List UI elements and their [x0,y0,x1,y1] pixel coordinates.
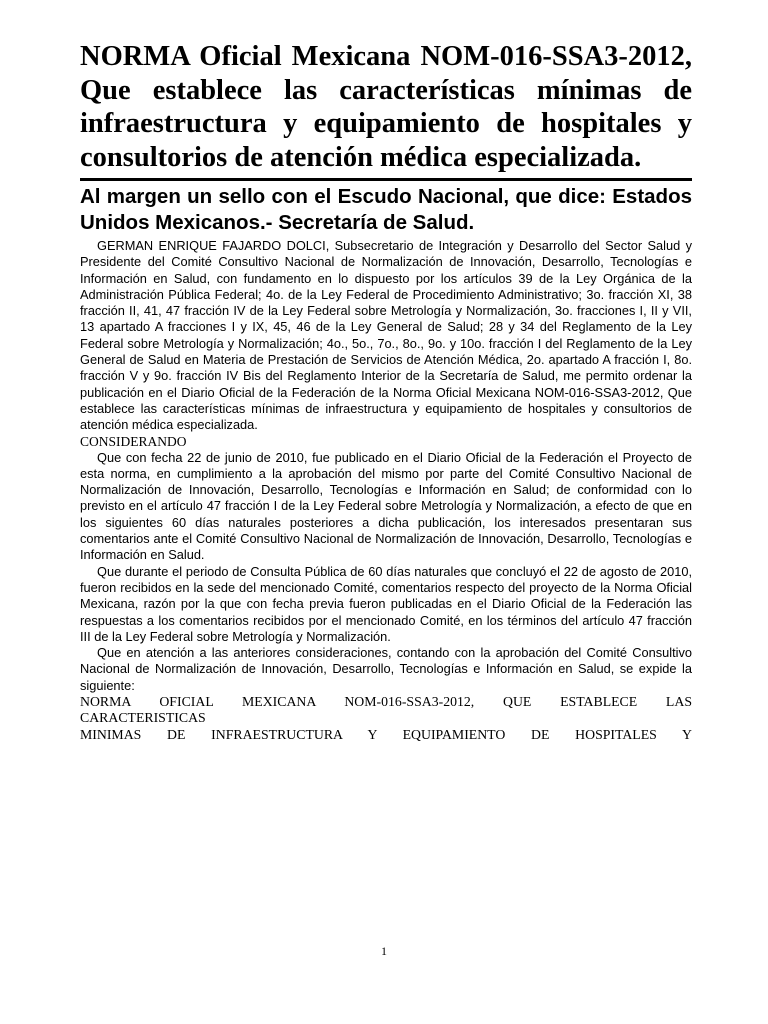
norma-heading-line-2: CARACTERISTICAS [80,710,206,726]
norma-heading-line-1: NORMA OFICIAL MEXICANA NOM-016-SSA3-2012, QUE ESTABLECE LAS [80,694,692,710]
document-subtitle: Al margen un sello con el Escudo Nacional, que dice: Estados Unidos Mexicanos.- Secretaría de Salud. [80,185,692,234]
considerando-heading: CONSIDERANDO [80,433,187,449]
page-number: 1 [381,944,387,958]
paragraph-intro: GERMAN ENRIQUE FAJARDO DOLCI, Subsecretario de Integración y Desarrollo del Sector Salud y Presidente del Comité Consultivo Nacional de Normalización de Innovación, Desarrollo, Tecnologías e Información en Salud, con fundamento en lo dispuesto por los artículos 39 de la Ley Orgánica de la Administración Pública Federal; 4o. de la Ley Federal de Procedimiento Administrativo; 3o. fracción XI, 38 fracción II, 41, 47 fracción IV de la Ley Federal sobre Metrología y Normalización, 3o. fracciones I, II y VII, 13 apartado A fracciones I y IX, 45, 46 de la Ley General de Salud; 28 y 34 del Reglamento de la Ley Federal sobre Metrología y Normalización; 4o., 5o., 7o., 8o., 9o. y 10o. fracción I del Reglamento de la Ley General de Salud en Materia de Prestación de Servicios de Atención Médica, 2o. apartado A fracción I, 8o. fracción V y 9o. fracción IV Bis del Reglamento Interior de la Secretaría de Salud, me permito ordenar la publicación en el Diario Oficial de la Federación de la Norma Oficial Mexicana NOM-016-SSA3-2012, Que establece las características mínimas de infraestructura y equipamiento de hospitales y consultorios de atención médica especializada. [80,238,692,433]
document-page [80,40,692,743]
document-title: NORMA Oficial Mexicana NOM-016-SSA3-2012, Que establece las características mínimas de infraestructura y equipamiento de hospitales y consultorios de atención médica especializada. [80,40,692,181]
norma-heading-line-3: MINIMAS DE INFRAESTRUCTURA Y EQUIPAMIENTO DE HOSPITALES Y [80,726,692,742]
paragraph-considerando-1: Que con fecha 22 de junio de 2010, fue publicado en el Diario Oficial de la Federación el Proyecto de esta norma, en cumplimiento a la aprobación del mismo por parte del Comité Consultivo Nacional de Normalización de Innovación, Desarrollo, Tecnologías e Información en Salud; de conformidad con lo previsto en el artículo 47 fracción I de la Ley Federal sobre Metrología y Normalización, a efecto de que en los siguientes 60 días naturales posteriores a dicha publicación, los interesados presentaran sus comentarios ante el Comité Consultivo Nacional de Normalización de Innovación, Desarrollo, Tecnologías e Información en Salud. [80,449,692,563]
paragraph-considerando-3: Que en atención a las anteriores consideraciones, contando con la aprobación del Comité Consultivo Nacional de Normalización de Innovación, Desarrollo, Tecnologías e Información en Salud, se expide la siguiente: [80,645,692,693]
paragraph-considerando-2: Que durante el periodo de Consulta Pública de 60 días naturales que concluyó el 22 de agosto de 2010, fueron recibidos en la sede del mencionado Comité, comentarios respecto del proyecto de la Norma Oficial Mexicana, razón por la que con fecha previa fueron publicadas en el Diario Oficial de la Federación las respuestas a los comentarios recibidos por el mencionado Comité, en los términos del artículo 47 fracción III de la Ley Federal sobre Metrología y Normalización. [80,563,692,644]
